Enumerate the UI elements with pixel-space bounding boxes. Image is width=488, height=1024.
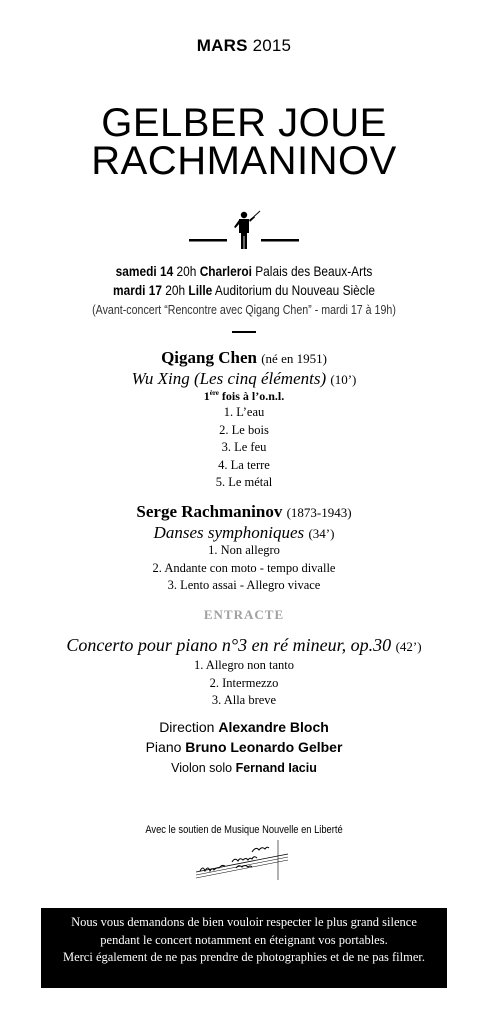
- composer-rachmaninov: Serge Rachmaninov (1873-1943): [136, 502, 352, 521]
- musique-nouvelle-logo: [192, 838, 298, 882]
- date-line-1: samedi 14 20h Charleroi Palais des Beaux-Arts: [115, 263, 373, 279]
- sponsor-text: Avec le soutien de Musique Nouvelle en Liberté: [145, 824, 343, 836]
- movement: 2. Intermezzo: [209, 675, 279, 690]
- year: 2015: [252, 36, 292, 55]
- movement: 2. Andante con moto - tempo divalle: [152, 560, 336, 575]
- month: MARS: [196, 36, 248, 55]
- work-wu-xing: Wu Xing (Les cinq éléments) (10’): [131, 369, 357, 388]
- silence-notice: [41, 908, 447, 988]
- title-line-2: RACHMANINOV: [91, 139, 397, 183]
- divider: [232, 331, 256, 333]
- movement: 3. Lento assai - Allegro vivace: [167, 578, 321, 592]
- concert-title: [0, 101, 488, 183]
- schedule: [37, 262, 452, 300]
- work-concerto: Concerto pour piano n°3 en ré mineur, op.30 (42’): [66, 635, 422, 655]
- pre-concert-note: (Avant-concert “Rencontre avec Qigang Chen” - mardi 17 à 19h): [92, 302, 396, 317]
- movements-concerto: [0, 657, 488, 710]
- movement: 5. Le métal: [215, 475, 273, 489]
- performer-violon: Violon solo Fernand Iaciu: [171, 761, 317, 775]
- conductor-icon: [189, 210, 299, 254]
- intermission-label: ENTRACTE: [203, 607, 285, 622]
- work-danses-symphoniques: Danses symphoniques (34’): [153, 523, 335, 542]
- month-year: [0, 36, 488, 56]
- movement: 3. Alla breve: [211, 693, 277, 707]
- notice-line: Merci également de ne pas prendre de photographies et de ne pas filmer.: [62, 950, 425, 964]
- date-line-2: mardi 17 20h Lille Auditorium du Nouveau Siècle: [113, 282, 375, 298]
- movement: 3. Le feu: [221, 440, 267, 454]
- notice-line: pendant le concert notamment en éteignant vos portables.: [100, 932, 388, 947]
- movement: 2. Le bois: [219, 422, 269, 437]
- movements-rachmaninov: [0, 542, 488, 595]
- performer-piano: Piano Bruno Leonardo Gelber: [145, 739, 343, 755]
- title-line-1: GELBER JOUE: [101, 101, 387, 145]
- movements-chen: [0, 404, 488, 492]
- premiere-note: 1ère fois à l’o.n.l.: [203, 389, 285, 403]
- notice-line: Nous vous demandons de bien vouloir respecter le plus grand silence: [71, 915, 417, 929]
- movement: 1. Allegro non tanto: [194, 658, 294, 672]
- movement: 4. La terre: [218, 457, 270, 472]
- composer-chen: Qigang Chen (né en 1951): [161, 348, 327, 367]
- performer-direction: Direction Alexandre Bloch: [159, 719, 329, 735]
- movement: 1. Non allegro: [208, 543, 280, 557]
- movement: 1. L’eau: [223, 405, 265, 419]
